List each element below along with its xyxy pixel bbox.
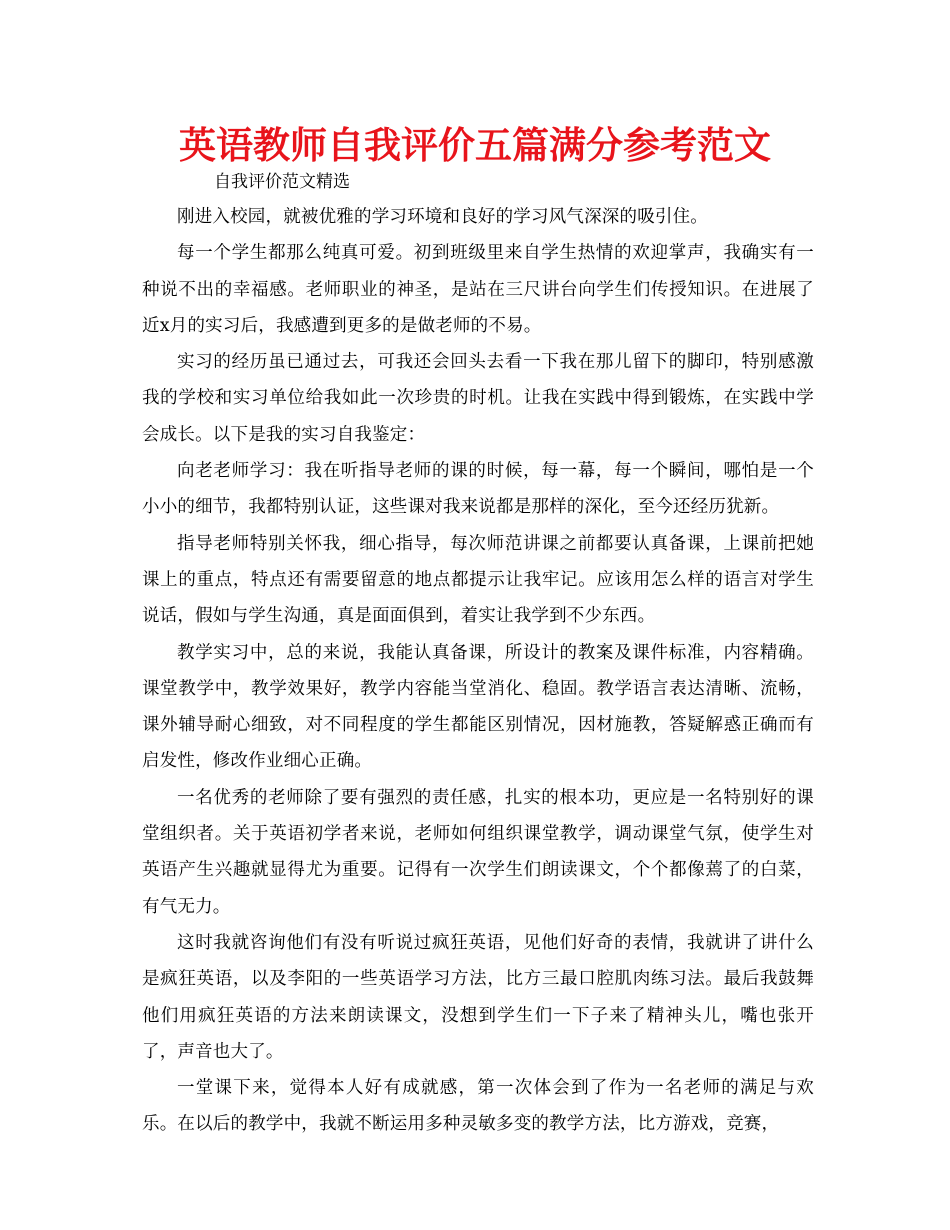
- paragraph: 刚进入校园，就被优雅的学习环境和良好的学习风气深深的吸引住。: [177, 207, 708, 227]
- paragraph: 教学实习中，总的来说，我能认真备课，所设计的教案及课件标准，内容精确。课堂教学中，教学效果好，教学内容能当堂消化、稳固。教学语言表达清晰、流畅，课外辅导耐心细致，对不同程度的学生都能区别情况，因材施教，答疑解惑正确而有启发性，修改作业细心正确。: [142, 642, 814, 772]
- paragraph: 一堂课下来，觉得本人好有成就感，第一次体会到了作为一名老师的满足与欢乐。在以后的教学中，我就不断运用多种灵敏多变的教学方法，比方游戏，竞赛，: [142, 1078, 814, 1135]
- paragraph: 每一个学生都那么纯真可爱。初到班级里来自学生热情的欢迎掌声，我确实有一种说不出的幸福感。老师职业的神圣，是站在三尺讲台向学生们传授知识。在进展了近x月的实习后，我感遭到更多的是做老师的不易。: [142, 243, 814, 336]
- paragraph: 向老老师学习：我在听指导老师的课的时候，每一幕，每一个瞬间，哪怕是一个小小的细节，我都特别认证，这些课对我来说都是那样的深化，至今还经历犹新。: [142, 461, 814, 518]
- document-subtitle: 自我评价范文精选: [214, 172, 350, 192]
- paragraph: 指导老师特别关怀我，细心指导，每次师范讲课之前都要认真备课，上课前把她课上的重点，特点还有需要留意的地点都提示让我牢记。应该用怎么样的语言对学生说话，假如与学生沟通，真是面面俱到，着实让我学到不少东西。: [142, 533, 814, 627]
- paragraph: 一名优秀的老师除了要有强烈的责任感，扎实的根本功，更应是一名特别好的课堂组织者。关于英语初学者来说，老师如何组织课堂教学，调动课堂气氛，使学生对英语产生兴趣就显得尤为重要。记得有一次学生们朗读课文，个个都像蔫了的白菜，有气无力。: [142, 787, 814, 917]
- paragraph: 实习的经历虽已通过去，可我还会回头去看一下我在那儿留下的脚印，特别感激我的学校和实习单位给我如此一次珍贵的时机。让我在实践中得到锻炼，在实践中学会成长。以下是我的实习自我鉴定：: [142, 352, 814, 445]
- document-title: 英语教师自我评价五篇满分参考范文: [179, 124, 771, 167]
- document-body: [142, 199, 814, 1143]
- paragraph: 这时我就咨询他们有没有听说过疯狂英语，见他们好奇的表情，我就讲了讲什么是疯狂英语，以及李阳的一些英语学习方法，比方三最口腔肌肉练习法。最后我鼓舞他们用疯狂英语的方法来朗读课文，没想到学生们一下子来了精神头儿，嘴也张开了，声音也大了。: [142, 932, 814, 1062]
